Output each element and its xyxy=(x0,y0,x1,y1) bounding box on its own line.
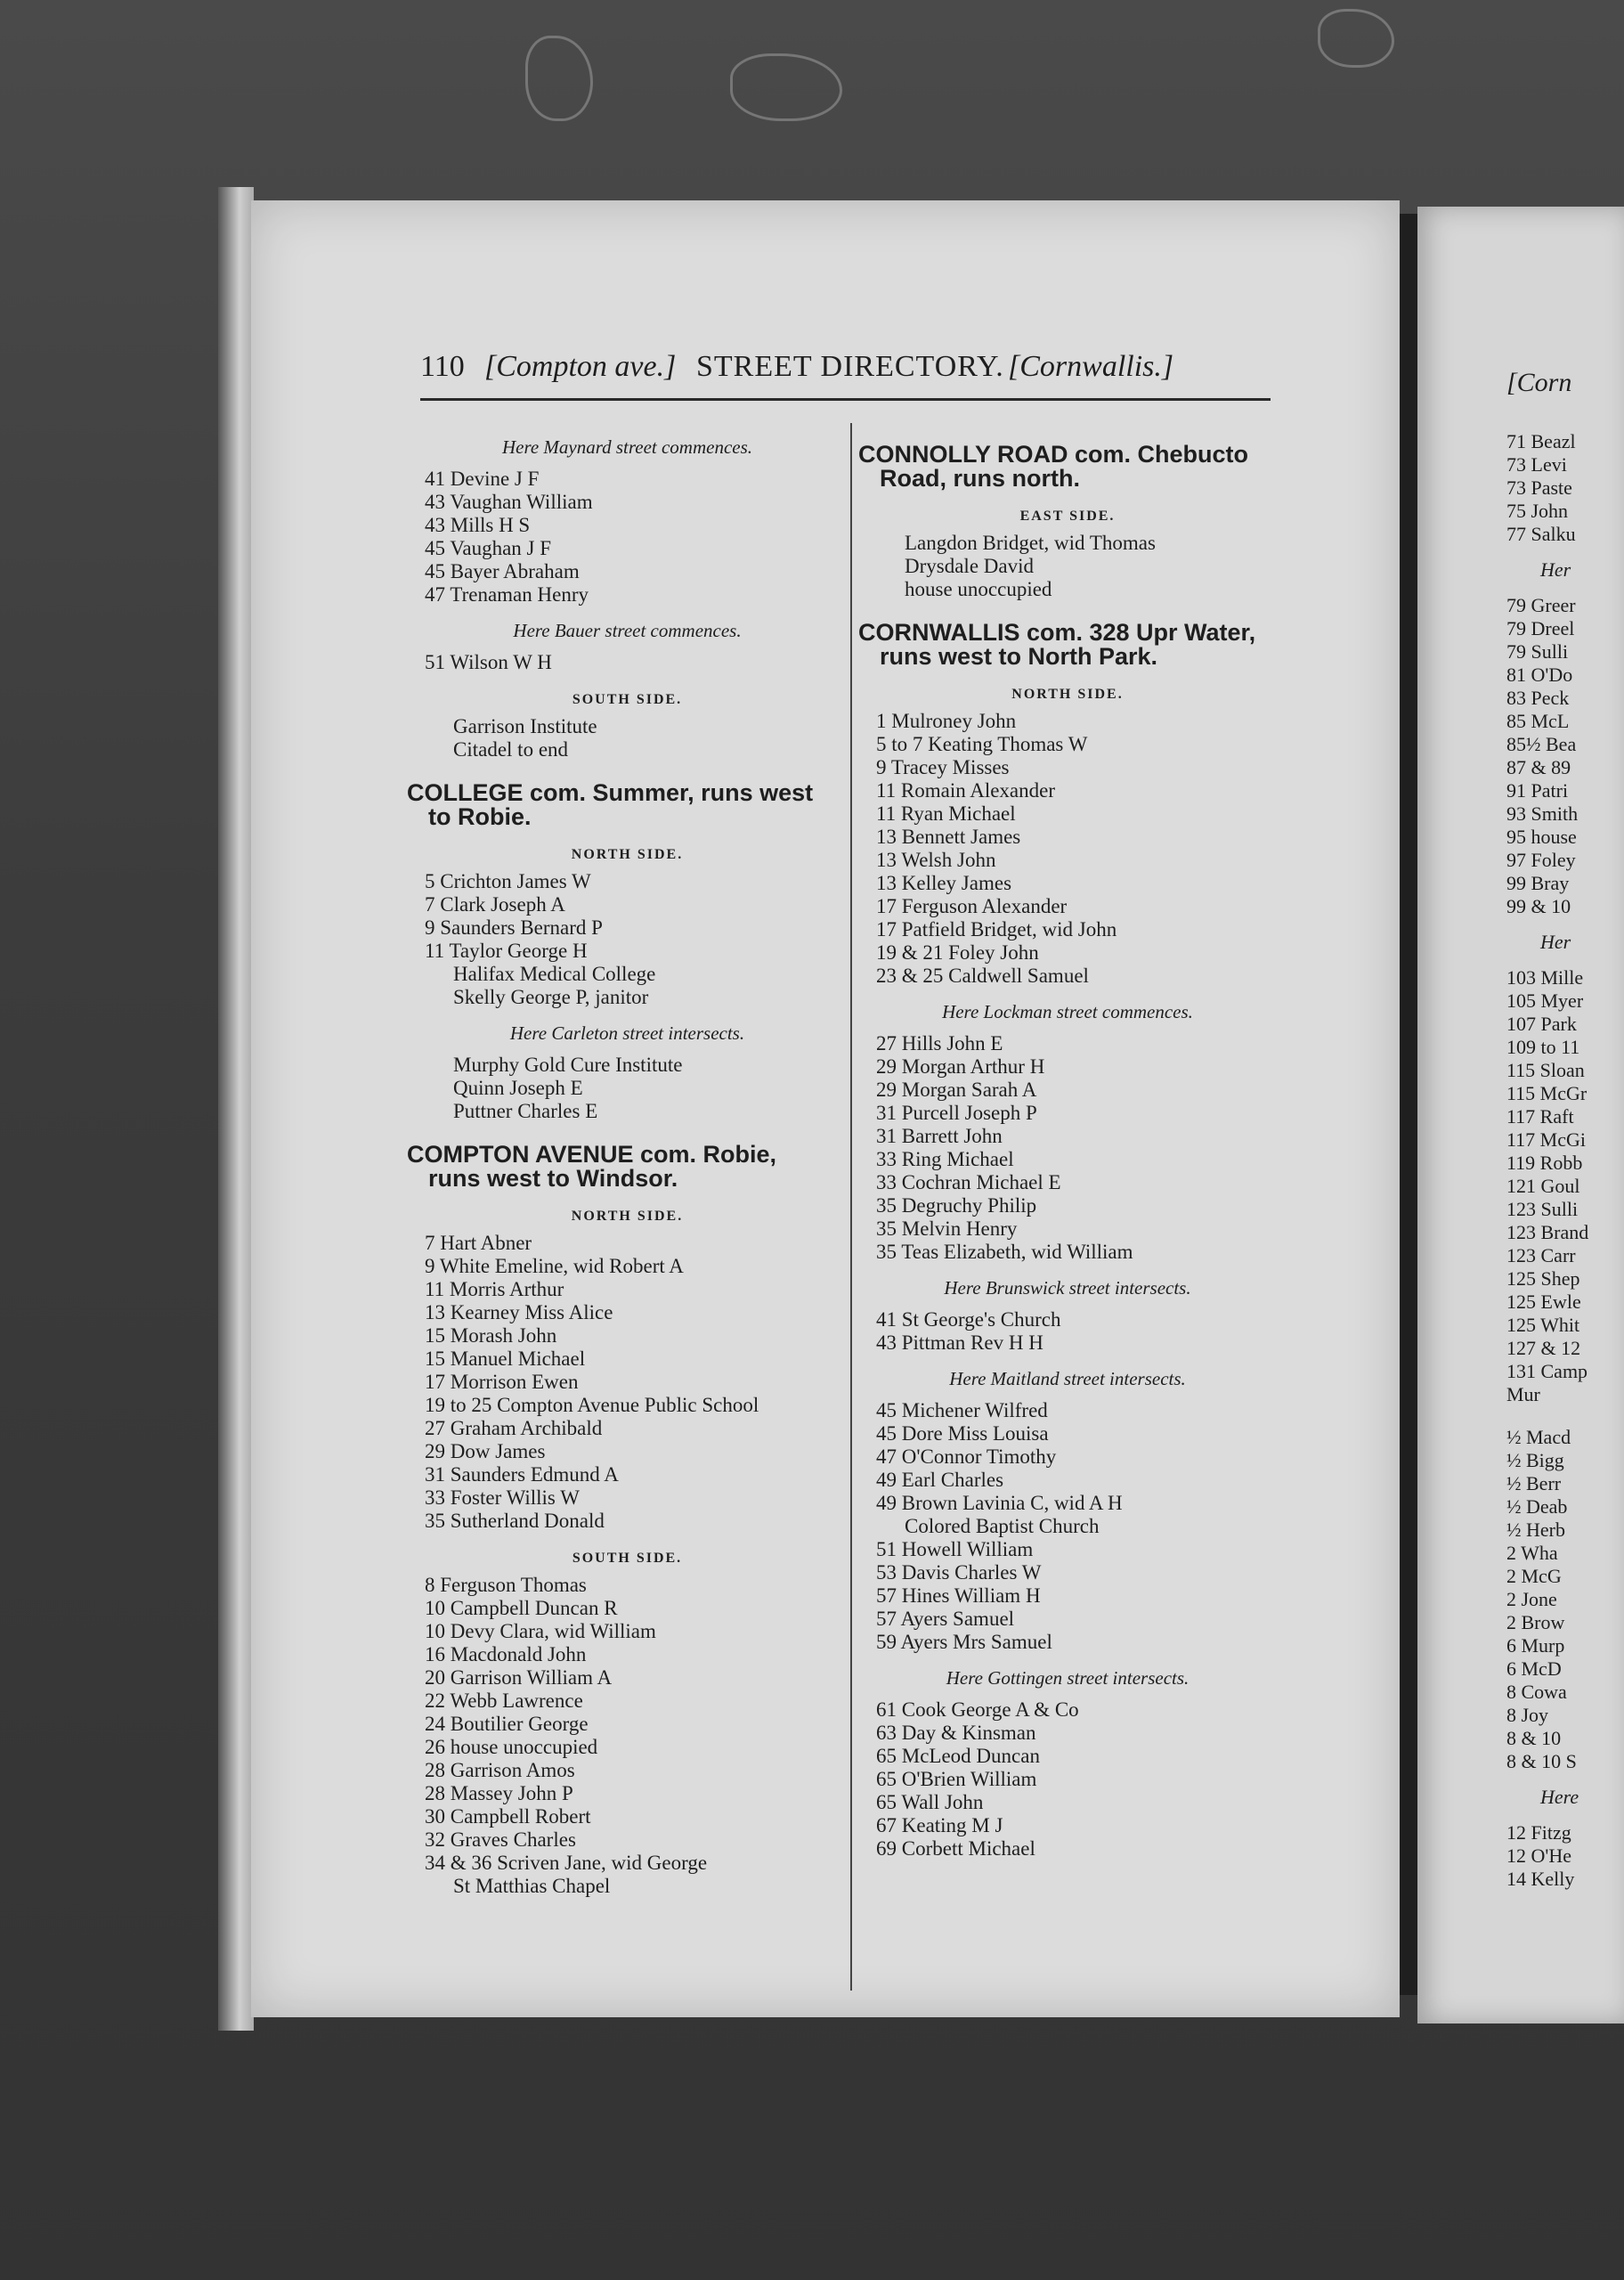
directory-entry: 91 Patri xyxy=(1506,779,1569,802)
side-heading: NORTH SIDE. xyxy=(571,1209,684,1224)
directory-entry: 43 Mills H S xyxy=(425,514,531,536)
directory-entry: 115 Sloan xyxy=(1506,1059,1585,1081)
directory-entry: 73 Levi xyxy=(1506,453,1567,476)
directory-entry: 117 McGi xyxy=(1506,1128,1587,1151)
directory-entry: 8 & 10 S xyxy=(1506,1750,1577,1772)
directory-entry: 13 Bennett James xyxy=(876,826,1021,848)
directory-entry: 22 Webb Lawrence xyxy=(425,1690,583,1712)
directory-entry: 49 Earl Charles xyxy=(876,1469,1004,1491)
directory-entry: 13 Kelley James xyxy=(876,872,1012,894)
directory-entry: 11 Romain Alexander xyxy=(876,779,1055,802)
directory-entry: 16 Macdonald John xyxy=(425,1643,587,1665)
directory-page xyxy=(251,200,1400,2017)
directory-entry: 28 Garrison Amos xyxy=(425,1759,575,1781)
left-running-head: [Compton ave.] xyxy=(484,350,677,383)
directory-entry: 69 Corbett Michael xyxy=(876,1837,1035,1860)
directory-entry: 15 Manuel Michael xyxy=(425,1348,586,1370)
directory-entry: 23 & 25 Caldwell Samuel xyxy=(876,965,1089,987)
directory-entry: 41 Devine J F xyxy=(425,468,540,490)
street-heading xyxy=(407,781,848,829)
directory-entry: 47 O'Connor Timothy xyxy=(876,1445,1057,1468)
directory-entry: 9 Saunders Bernard P xyxy=(425,916,603,939)
street-heading-line: CORNWALLIS com. 328 Upr Water, xyxy=(858,619,1256,646)
directory-entry: 19 to 25 Compton Avenue Public School xyxy=(425,1394,759,1416)
side-heading: NORTH SIDE. xyxy=(1011,687,1124,702)
directory-entry: 73 Paste xyxy=(1506,476,1572,499)
directory-entry: 127 & 12 xyxy=(1506,1337,1581,1359)
directory-entry: 35 Teas Elizabeth, wid William xyxy=(876,1241,1133,1263)
directory-entry: 5 to 7 Keating Thomas W xyxy=(876,733,1088,755)
street-intersection-note: Here Maitland street intersects. xyxy=(949,1368,1186,1389)
next-page-text xyxy=(1506,368,1589,1891)
directory-entry: 121 Goul xyxy=(1506,1175,1580,1197)
directory-entry: 17 Patfield Bridget, wid John xyxy=(876,918,1117,940)
street-heading xyxy=(858,443,1277,491)
directory-entry: 51 Wilson W H xyxy=(425,651,552,673)
directory-entry: 29 Morgan Arthur H xyxy=(876,1055,1045,1078)
directory-entry: 31 Saunders Edmund A xyxy=(425,1463,619,1486)
directory-entry: 26 house unoccupied xyxy=(425,1736,598,1758)
directory-entry: 65 Wall John xyxy=(876,1791,984,1813)
directory-entry: 14 Kelly xyxy=(1506,1868,1575,1890)
directory-entry: 79 Greer xyxy=(1506,594,1576,616)
directory-entry: 77 Salku xyxy=(1506,523,1576,545)
directory-entry: ½ Herb xyxy=(1506,1519,1565,1541)
directory-entry: 123 Sulli xyxy=(1506,1198,1579,1220)
directory-entry: 123 Carr xyxy=(1506,1244,1576,1266)
directory-entry: 12 O'He xyxy=(1506,1844,1572,1867)
directory-entry: 99 & 10 xyxy=(1506,895,1571,917)
directory-entry: 131 Camp xyxy=(1506,1360,1588,1382)
directory-entry: 65 McLeod Duncan xyxy=(876,1745,1040,1767)
directory-entry: 27 Graham Archibald xyxy=(425,1417,603,1439)
directory-entry: 8 Ferguson Thomas xyxy=(425,1574,587,1596)
directory-entry: 43 Vaughan William xyxy=(425,491,593,513)
header-rule xyxy=(420,398,1271,401)
directory-entry: 61 Cook George A & Co xyxy=(876,1698,1079,1721)
street-intersection-note: Her xyxy=(1540,558,1571,581)
directory-entry: 11 Taylor George H xyxy=(425,940,588,962)
directory-entry: 19 & 21 Foley John xyxy=(876,941,1039,964)
street-heading-continuation: runs west to North Park. xyxy=(880,643,1158,670)
directory-entry: house unoccupied xyxy=(905,578,1052,600)
directory-entry: 83 Peck xyxy=(1506,687,1570,709)
directory-entry: 93 Smith xyxy=(1506,802,1579,825)
directory-entry: Drysdale David xyxy=(905,555,1034,577)
directory-entry: 49 Brown Lavinia C, wid A H xyxy=(876,1492,1123,1514)
street-intersection-note: Here Carleton street intersects. xyxy=(509,1022,745,1044)
next-page-running-head: [Corn xyxy=(1506,368,1572,397)
directory-entry: 81 O'Do xyxy=(1506,664,1573,686)
directory-entry: 85 McL xyxy=(1506,710,1570,732)
side-heading: SOUTH SIDE. xyxy=(572,1551,683,1566)
directory-entry: Murphy Gold Cure Institute xyxy=(453,1054,683,1076)
directory-entry: 10 Devy Clara, wid William xyxy=(425,1620,656,1642)
directory-entry: 117 Raft xyxy=(1506,1105,1574,1128)
directory-entry: 17 Ferguson Alexander xyxy=(876,895,1068,917)
directory-entry: Halifax Medical College xyxy=(453,963,656,985)
directory-entry: 2 Jone xyxy=(1506,1588,1557,1610)
directory-entry: 12 Fitzg xyxy=(1506,1821,1571,1844)
directory-entry: 5 Crichton James W xyxy=(425,870,591,892)
book-spine-edge xyxy=(218,187,254,2031)
directory-entry: 35 Melvin Henry xyxy=(876,1217,1018,1240)
directory-entry: 15 Morash John xyxy=(425,1324,557,1347)
street-intersection-note: Here Gottingen street intersects. xyxy=(946,1667,1190,1689)
directory-entry: 105 Myer xyxy=(1506,989,1584,1012)
street-heading-continuation: Road, runs north. xyxy=(880,465,1080,492)
directory-entry: 87 & 89 xyxy=(1506,756,1571,778)
directory-entry: 79 Sulli xyxy=(1506,640,1569,663)
directory-entry: 8 & 10 xyxy=(1506,1727,1562,1749)
directory-entry: 9 Tracey Misses xyxy=(876,756,1010,778)
street-intersection-note: Here xyxy=(1540,1786,1579,1808)
directory-entry: Quinn Joseph E xyxy=(453,1077,583,1099)
column-divider xyxy=(850,423,852,1991)
directory-entry: 41 St George's Church xyxy=(876,1308,1061,1331)
directory-entry: Puttner Charles E xyxy=(453,1100,598,1122)
directory-entry: Colored Baptist Church xyxy=(905,1515,1100,1537)
directory-entry: 10 Campbell Duncan R xyxy=(425,1597,618,1619)
directory-entry: 35 Sutherland Donald xyxy=(425,1510,605,1532)
directory-entry: 7 Clark Joseph A xyxy=(425,893,565,916)
directory-entry: 125 Ewle xyxy=(1506,1291,1581,1313)
street-intersection-note: Here Maynard street commences. xyxy=(501,436,753,458)
directory-entry: 1 Mulroney John xyxy=(876,710,1017,732)
directory-entry: 109 to 11 xyxy=(1506,1036,1580,1058)
directory-entry: 31 Purcell Joseph P xyxy=(876,1102,1037,1124)
directory-entry: 8 Cowa xyxy=(1506,1681,1567,1703)
directory-entry: 95 house xyxy=(1506,826,1577,848)
directory-entry: 29 Morgan Sarah A xyxy=(876,1079,1037,1101)
street-heading-line: COMPTON AVENUE com. Robie, xyxy=(407,1141,777,1168)
directory-entry: 47 Trenaman Henry xyxy=(425,583,589,606)
directory-entry: 24 Boutilier George xyxy=(425,1713,589,1735)
directory-entry: 123 Brand xyxy=(1506,1221,1589,1243)
side-heading: NORTH SIDE. xyxy=(571,847,684,862)
page-number: 110 xyxy=(420,350,465,383)
directory-entry: 79 Dreel xyxy=(1506,617,1575,639)
page-title: STREET DIRECTORY. xyxy=(696,350,1004,383)
directory-entry: 33 Ring Michael xyxy=(876,1148,1014,1170)
directory-entry: 99 Bray xyxy=(1506,872,1570,894)
directory-entry: 45 Bayer Abraham xyxy=(425,560,580,582)
directory-entry: 35 Degruchy Philip xyxy=(876,1194,1037,1217)
directory-entry: 67 Keating M J xyxy=(876,1814,1003,1836)
directory-entry: 7 Hart Abner xyxy=(425,1232,532,1254)
directory-entry: 63 Day & Kinsman xyxy=(876,1722,1036,1744)
directory-entry: 57 Hines William H xyxy=(876,1584,1041,1607)
directory-entry: 45 Michener Wilfred xyxy=(876,1399,1048,1421)
directory-entry: 29 Dow James xyxy=(425,1440,546,1462)
directory-entry: ½ Bigg xyxy=(1506,1449,1564,1471)
directory-entry: 13 Welsh John xyxy=(876,849,996,871)
street-heading-line: COLLEGE com. Summer, runs west xyxy=(407,779,814,806)
street-intersection-note: Her xyxy=(1540,931,1571,953)
street-heading xyxy=(858,621,1277,669)
directory-entry: 75 John xyxy=(1506,500,1569,522)
directory-entry: 45 Vaughan J F xyxy=(425,537,552,559)
directory-entry: 6 Murp xyxy=(1506,1634,1565,1657)
directory-entry: 8 Joy xyxy=(1506,1704,1549,1726)
street-heading-continuation: to Robie. xyxy=(428,803,532,830)
directory-entry: 85½ Bea xyxy=(1506,733,1577,755)
directory-entry: 2 McG xyxy=(1506,1565,1562,1587)
directory-entry: 33 Foster Willis W xyxy=(425,1486,580,1509)
page-gutter xyxy=(1400,214,1417,1995)
directory-entry: 31 Barrett John xyxy=(876,1125,1003,1147)
directory-entry: 119 Robb xyxy=(1506,1152,1583,1174)
directory-entry: 97 Foley xyxy=(1506,849,1576,871)
directory-entry: 13 Kearney Miss Alice xyxy=(425,1301,613,1323)
directory-entry: 20 Garrison William A xyxy=(425,1666,613,1689)
directory-entry: 103 Mille xyxy=(1506,966,1584,989)
directory-entry: 71 Beazl xyxy=(1506,430,1576,452)
street-intersection-note: Here Brunswick street intersects. xyxy=(944,1277,1191,1299)
street-heading-line: CONNOLLY ROAD com. Chebucto xyxy=(858,441,1249,468)
directory-entry: 30 Campbell Robert xyxy=(425,1805,591,1828)
directory-entry: 125 Shep xyxy=(1506,1267,1580,1290)
side-heading: EAST SIDE. xyxy=(1019,509,1116,524)
directory-entry: ½ Macd xyxy=(1506,1426,1571,1448)
directory-entry: 43 Pittman Rev H H xyxy=(876,1331,1043,1354)
directory-entry: Mur xyxy=(1506,1383,1540,1405)
directory-entry: 32 Graves Charles xyxy=(425,1828,576,1851)
directory-entry: 2 Wha xyxy=(1506,1542,1558,1564)
directory-entry: 125 Whit xyxy=(1506,1314,1580,1336)
directory-entry: Citadel to end xyxy=(453,738,569,761)
directory-entry: ½ Berr xyxy=(1506,1472,1562,1494)
directory-entry: St Matthias Chapel xyxy=(453,1875,611,1897)
next-page-lines xyxy=(1506,430,1588,1891)
directory-entry: 6 McD xyxy=(1506,1657,1562,1680)
directory-entry: 107 Park xyxy=(1506,1013,1577,1035)
directory-entry: 53 Davis Charles W xyxy=(876,1561,1042,1584)
directory-entry: 65 O'Brien William xyxy=(876,1768,1037,1790)
directory-entry: Skelly George P, janitor xyxy=(453,986,649,1008)
next-page-fragment xyxy=(1417,207,1624,2024)
page-header xyxy=(420,343,1275,387)
street-heading xyxy=(407,1143,848,1191)
right-column xyxy=(858,423,1277,1861)
directory-entry: 11 Ryan Michael xyxy=(876,802,1016,825)
directory-entry: 45 Dore Miss Louisa xyxy=(876,1422,1049,1445)
directory-entry: 51 Howell William xyxy=(876,1538,1034,1560)
spacer xyxy=(1506,1406,1588,1426)
directory-entry: 2 Brow xyxy=(1506,1611,1565,1633)
right-running-head: [Cornwallis.] xyxy=(1008,350,1174,383)
directory-entry: 9 White Emeline, wid Robert A xyxy=(425,1255,684,1277)
directory-entry: Langdon Bridget, wid Thomas xyxy=(905,532,1156,554)
directory-entry: 33 Cochran Michael E xyxy=(876,1171,1061,1193)
directory-entry: 28 Massey John P xyxy=(425,1782,573,1804)
side-heading: SOUTH SIDE. xyxy=(572,692,683,707)
left-column xyxy=(407,423,848,1898)
directory-entry: 57 Ayers Samuel xyxy=(876,1608,1015,1630)
directory-entry: 59 Ayers Mrs Samuel xyxy=(876,1631,1052,1653)
directory-entry: 115 McGr xyxy=(1506,1082,1587,1104)
directory-entry: 34 & 36 Scriven Jane, wid George xyxy=(425,1852,708,1874)
directory-entry: Garrison Institute xyxy=(453,715,597,737)
directory-entry: 17 Morrison Ewen xyxy=(425,1371,579,1393)
directory-entry: 11 Morris Arthur xyxy=(425,1278,564,1300)
directory-entry: 27 Hills John E xyxy=(876,1032,1003,1054)
directory-entry: ½ Deab xyxy=(1506,1495,1568,1518)
street-intersection-note: Here Bauer street commences. xyxy=(513,620,742,641)
street-heading-continuation: runs west to Windsor. xyxy=(428,1165,678,1192)
street-intersection-note: Here Lockman street commences. xyxy=(942,1001,1193,1022)
